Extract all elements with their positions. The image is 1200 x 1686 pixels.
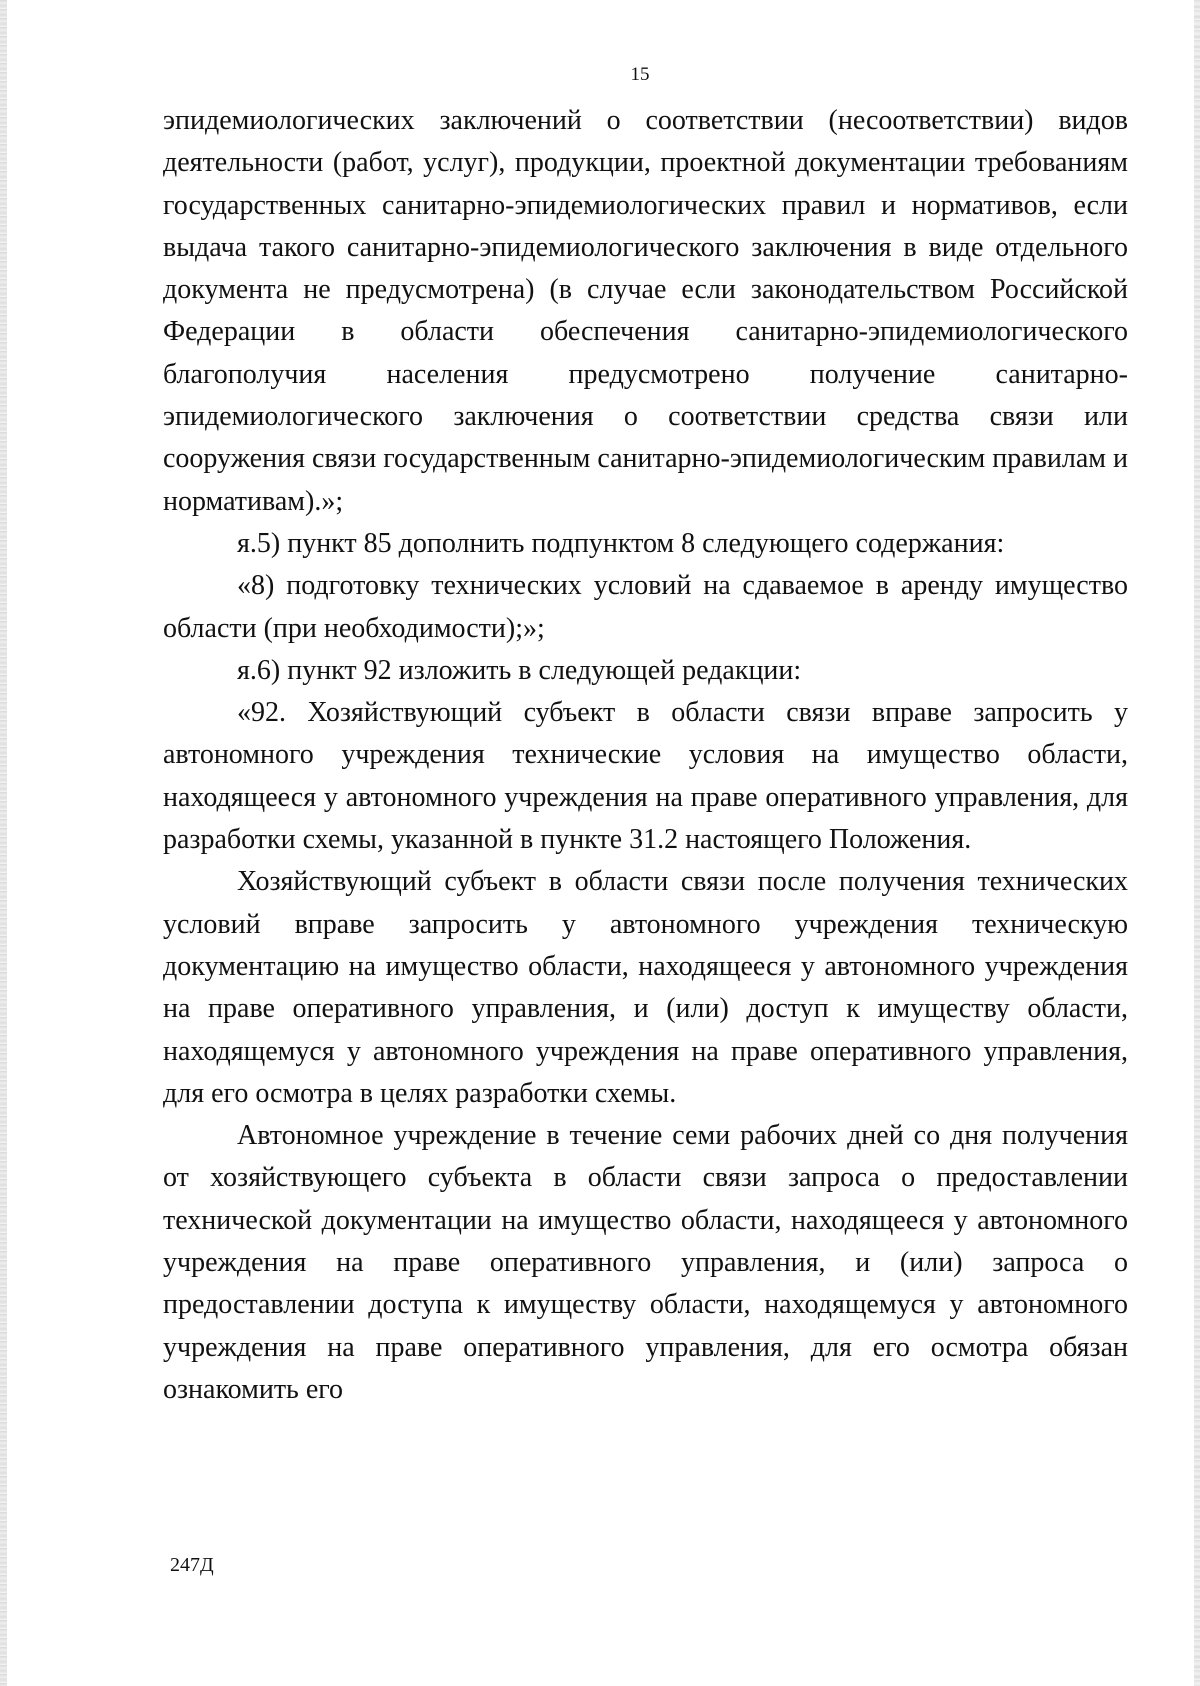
page-number: 15 [630, 64, 650, 85]
paragraph-institution-obligation: Автономное учреждение в течение семи рабочих дней со дня получения от хозяйствующего субъекта в области связи запроса о предоставлении технической документации на имущество области, находящееся у автономного учреждения на праве оперативного управления, и (или) запроса о предоставлении доступа к имуществу области, находящемуся у автономного учреждения на праве оперативного управления, для его осмотра обязан ознакомить его [163, 1120, 1128, 1405]
document-body [163, 100, 1128, 1411]
footer-document-code: 247Д [170, 1554, 214, 1576]
scan-left-edge [0, 0, 7, 1686]
scan-right-edge [1194, 0, 1200, 1686]
paragraph-clause-92: «92. Хозяйствующий субъект в области связи вправе запросить у автономного учреждения технические условия на имущество области, находящееся у автономного учреждения на праве оперативного управления, для разработки схемы, указанной в пункте 31.2 настоящего Положения. [163, 697, 1128, 856]
paragraph-item-ya6: я.6) пункт 92 изложить в следующей редакции: [237, 654, 802, 686]
paragraph-entity-request: Хозяйствующий субъект в области связи после получения технических условий вправе запросить у автономного учреждения техническую документацию на имущество области, находящееся у автономного учреждения на праве оперативного управления, и (или) доступ к имуществу области, находящемуся у автономного учреждения на праве оперативного управления, для его осмотра в целях разработки схемы. [163, 866, 1128, 1109]
paragraph-subitem-8: «8) подготовку технических условий на сдаваемое в аренду имущество области (при необходимости);»; [163, 570, 1128, 644]
paragraph-continuation: эпидемиологических заключений о соответствии (несоответствии) видов деятельности (работ, услуг), продукции, проектной документации требованиям государственных санитарно-эпидемиологических правил и нормативов, если выдача такого санитарно-эпидемиологического заключения в виде отдельного документа не предусмотрена) (в случае если законодательством Российской Федерации в области обеспечения санитарно-эпидемиологического благополучия населения предусмотрено получение санитарно-эпидемиологического заключения о соответствии средства связи или сооружения связи государственным санитарно-эпидемиологическим правилам и нормативам).»; [163, 105, 1128, 517]
paragraph-item-ya5: я.5) пункт 85 дополнить подпунктом 8 следующего содержания: [237, 527, 1005, 559]
